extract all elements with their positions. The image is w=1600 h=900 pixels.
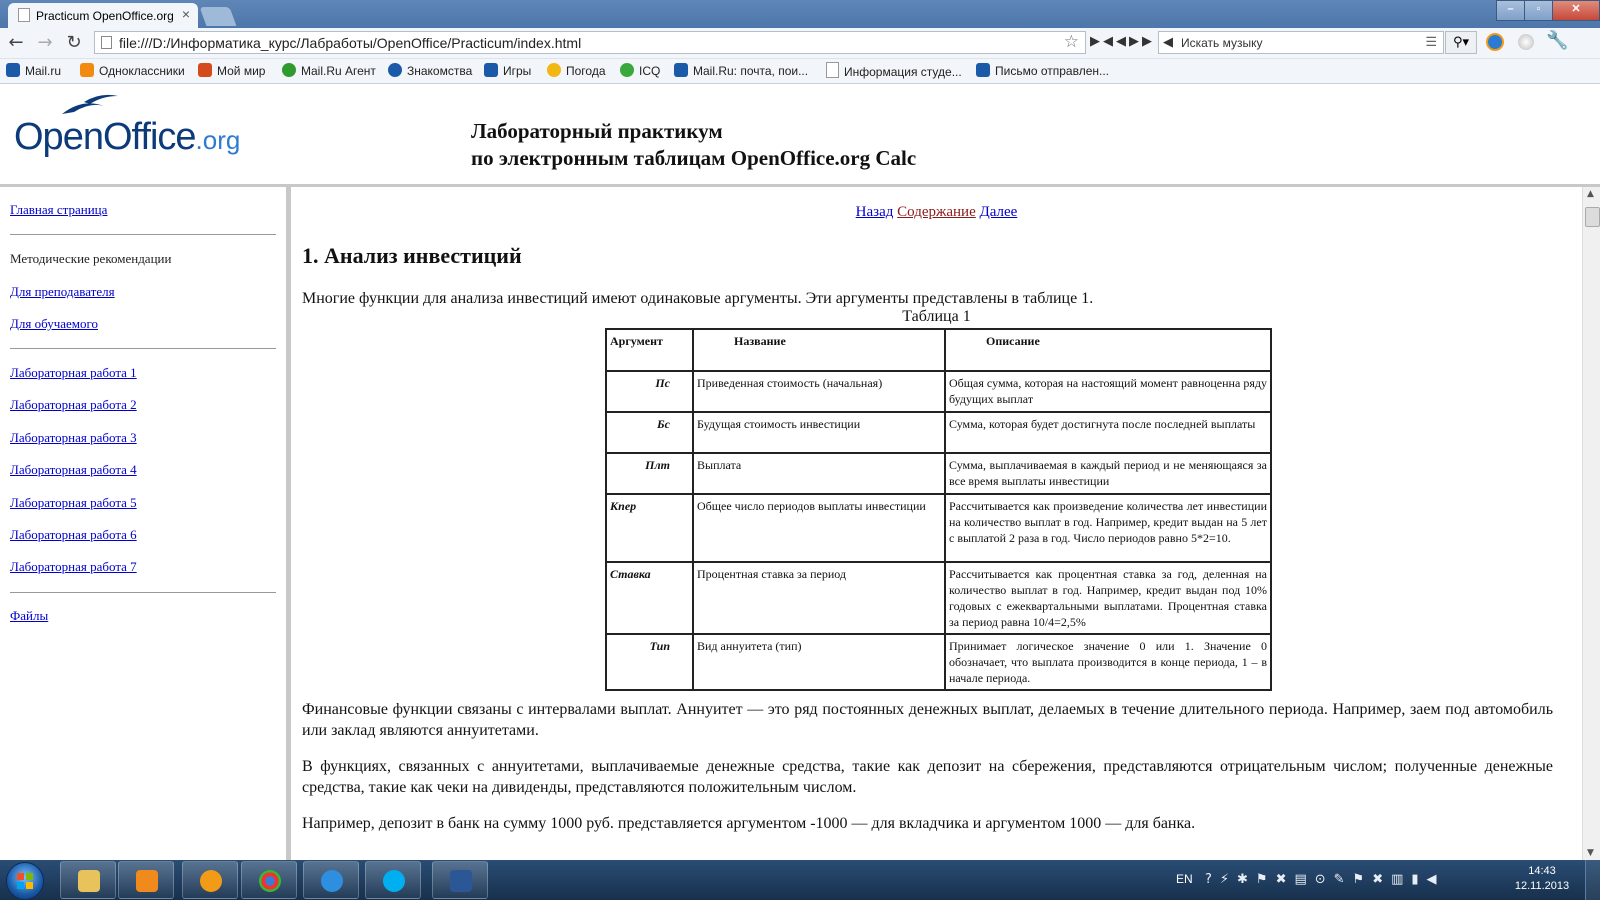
media-controls xyxy=(1090,34,1155,49)
sidebar xyxy=(0,187,291,860)
name-cell: Вид аннуитета (тип) xyxy=(693,634,945,690)
word-icon xyxy=(450,870,472,892)
arg-cell: Тип xyxy=(606,634,693,690)
arguments-table xyxy=(605,328,1272,691)
media-player-icon xyxy=(136,870,158,892)
tab-title: Practicum OpenOffice.org xyxy=(36,9,174,23)
bookmark-label: ICQ xyxy=(639,64,661,78)
page-navigation xyxy=(291,204,1582,221)
bookmark-item[interactable] xyxy=(976,62,1109,80)
nav-back-link[interactable]: Назад xyxy=(855,204,894,220)
show-desktop-button[interactable] xyxy=(1585,860,1600,900)
arg-cell: Пс xyxy=(606,371,693,412)
openoffice-logo xyxy=(14,116,240,159)
minimize-icon[interactable]: – xyxy=(1496,0,1525,21)
sidebar-link-lab-4[interactable]: Лабораторная работа 4 xyxy=(10,462,137,477)
table-row xyxy=(606,634,1271,690)
start-button[interactable] xyxy=(6,862,44,900)
section-heading: 1. Анализ инвестиций xyxy=(302,243,522,268)
bookmark-item[interactable] xyxy=(620,62,660,80)
clock-date: 12.11.2013 xyxy=(1514,880,1570,892)
language-indicator[interactable]: EN xyxy=(1176,872,1193,886)
clock[interactable] xyxy=(1512,864,1572,894)
divider xyxy=(10,348,276,349)
bookmark-label: Игры xyxy=(503,64,532,78)
divider xyxy=(10,234,276,235)
bookmark-item[interactable] xyxy=(6,62,61,80)
bookmark-item[interactable] xyxy=(826,62,962,80)
search-icon[interactable]: ⚲▾ xyxy=(1445,31,1477,54)
bookmark-star-icon[interactable]: ☆ xyxy=(1063,32,1079,51)
arg-cell: Ставка xyxy=(606,562,693,634)
taskbar-word-button[interactable] xyxy=(432,861,488,899)
taskbar-mail-agent-button[interactable] xyxy=(182,861,238,899)
bookmark-item[interactable] xyxy=(282,62,376,80)
back-arrow-icon[interactable]: ← xyxy=(8,32,24,53)
nav-next-link[interactable]: Далее xyxy=(979,204,1018,220)
bookmark-label: Письмо отправлен... xyxy=(995,64,1109,78)
desc-cell: Рассчитывается как произведение количества лет инвестиции на количество выплат в год. Например, кредит выдан на 5 лет с выплатой 2 раза в год. Число периодов равно 5*2=10. xyxy=(945,494,1271,562)
logo-suffix-text: .org xyxy=(195,125,241,155)
browser-tab[interactable] xyxy=(8,3,198,28)
scrollbar-thumb[interactable] xyxy=(1585,207,1600,227)
speaker-icon: ◀ xyxy=(1163,34,1173,49)
column-header: Аргумент xyxy=(606,329,693,371)
rewind-icon[interactable]: ◀◀ xyxy=(1103,34,1129,49)
scroll-up-icon[interactable]: ▲ xyxy=(1587,189,1594,199)
bookmark-item[interactable] xyxy=(484,62,531,80)
bookmark-item[interactable] xyxy=(547,62,606,80)
music-search-input[interactable]: Искать музыку xyxy=(1181,36,1263,50)
paragraph: Например, депозит в банк на сумму 1000 руб. представляется аргументом -1000 — для вкладчика и аргументом 1000 — для банка. xyxy=(302,815,1196,832)
page-header xyxy=(0,84,1600,187)
paragraph: В функциях, связанных с аннуитетами, выплачиваемые денежные средства, такие как депозит на сбережения, представляются отрицательным числом; полученные денежные средства, такие как чеки на дивиденды, представляются положительным числом. xyxy=(302,758,1553,796)
name-cell: Будущая стоимость инвестиции xyxy=(693,412,945,453)
openoffice-birds-icon xyxy=(60,92,120,118)
bookmarks-bar xyxy=(0,59,1600,84)
fast-forward-icon[interactable]: ▶▶ xyxy=(1129,34,1155,49)
window-titlebar xyxy=(0,0,1600,28)
odnoklassniki-icon xyxy=(80,63,94,77)
agent-icon xyxy=(282,63,296,77)
bookmark-item[interactable] xyxy=(80,62,185,80)
desc-cell: Принимает логическое значение 0 или 1. Значение 0 обозначает, что выплата производится в конце периода, 1 – в начале периода. xyxy=(945,634,1271,690)
scroll-down-icon[interactable]: ▼ xyxy=(1587,848,1594,858)
taskbar-skype-button[interactable] xyxy=(365,861,421,899)
page-title xyxy=(471,118,916,172)
window-controls xyxy=(1497,0,1600,21)
sidebar-link-home[interactable]: Главная страница xyxy=(10,202,108,217)
mail-icon xyxy=(976,63,990,77)
browser-toolbar xyxy=(0,28,1600,59)
sidebar-link-student[interactable]: Для обучаемого xyxy=(10,316,99,331)
arg-cell: Плт xyxy=(606,453,693,494)
table-caption: Таблица 1 xyxy=(902,308,971,325)
skype-icon xyxy=(383,870,405,892)
arg-cell: Бс xyxy=(606,412,693,453)
title-line-1: Лабораторный практикум xyxy=(471,119,723,143)
at-icon xyxy=(200,870,222,892)
sidebar-link-lab-7[interactable]: Лабораторная работа 7 xyxy=(10,559,137,574)
table-row xyxy=(606,562,1271,634)
sidebar-link-lab-5[interactable]: Лабораторная работа 5 xyxy=(10,495,137,510)
title-line-2: по электронным таблицам OpenOffice.org Calc xyxy=(471,146,917,170)
system-tray-icons[interactable]: ?⚡✱⚑✖▤⊙✎⚑✖▥▮◀ xyxy=(1205,872,1445,887)
bookmark-item[interactable] xyxy=(388,62,472,80)
bookmark-label: Знакомства xyxy=(407,64,473,78)
taskbar xyxy=(0,860,1600,900)
at-icon xyxy=(388,63,402,77)
table-row xyxy=(606,453,1271,494)
vertical-scrollbar[interactable] xyxy=(1582,187,1600,860)
desc-cell: Сумма, которая будет достигнута после последней выплаты xyxy=(945,412,1271,453)
arg-cell: Кпер xyxy=(606,494,693,562)
paragraph: Финансовые функции связаны с интервалами выплат. Аннуитет — это ряд постоянных денежных выплат, делаемых в течение длительного периода. Например, заем под автомобиль или заклад являются аннуитетами. xyxy=(302,701,1553,739)
bookmark-label: Mail.ru xyxy=(25,64,62,78)
mail-agent-extension-icon[interactable] xyxy=(1486,33,1504,51)
close-window-icon[interactable]: ✕ xyxy=(1552,0,1600,21)
bookmark-label: Мой мир xyxy=(217,64,266,78)
wrench-menu-icon[interactable]: 🔧 xyxy=(1546,30,1569,51)
browser-icon xyxy=(259,870,281,892)
taskbar-ie-button[interactable] xyxy=(303,861,359,899)
address-bar[interactable] xyxy=(94,31,1086,54)
desc-cell: Общая сумма, которая на настоящий момент равноценна ряду будущих выплат xyxy=(945,371,1271,412)
bookmark-label: Информация студе... xyxy=(844,65,962,79)
table-row xyxy=(606,412,1271,453)
moymir-icon xyxy=(198,63,212,77)
sidebar-link-lab-6[interactable]: Лабораторная работа 6 xyxy=(10,527,137,542)
bookmark-item[interactable] xyxy=(198,62,265,80)
name-cell: Приведенная стоимость (начальная) xyxy=(693,371,945,412)
name-cell: Процентная ставка за период xyxy=(693,562,945,634)
icq-flower-icon xyxy=(620,63,634,77)
internet-explorer-icon xyxy=(321,870,343,892)
menu-lines-icon[interactable]: ☰ xyxy=(1425,34,1437,49)
taskbar-chrome-button[interactable] xyxy=(241,861,297,899)
sidebar-section-methodical: Методические рекомендации xyxy=(10,251,172,266)
reload-icon[interactable]: ↻ xyxy=(66,32,82,53)
divider xyxy=(10,592,276,593)
taskbar-media-button[interactable] xyxy=(118,861,174,899)
page-favicon-icon xyxy=(18,8,30,22)
bookmark-label: Mail.Ru Агент xyxy=(301,64,376,78)
extension-icon[interactable] xyxy=(1518,34,1534,50)
maximize-icon[interactable]: ▫ xyxy=(1524,0,1553,21)
page-icon xyxy=(826,62,839,78)
clock-time: 14:43 xyxy=(1528,865,1556,877)
taskbar-explorer-button[interactable] xyxy=(60,861,116,899)
desc-cell: Сумма, выплачиваемая в каждый период и не меняющаяся за все время выплаты инвестиции xyxy=(945,453,1271,494)
sidebar-link-teacher[interactable]: Для преподавателя xyxy=(10,284,115,299)
nav-contents-link[interactable]: Содержание xyxy=(897,204,976,220)
main-content xyxy=(291,187,1582,860)
sidebar-link-lab-3[interactable]: Лабораторная работа 3 xyxy=(10,430,137,445)
column-header: Название xyxy=(693,329,945,371)
mail-icon xyxy=(674,63,688,77)
url-text[interactable]: file:///D:/Информатика_курс/Лабработы/OpenOffice/Practicum/index.html xyxy=(119,35,582,51)
new-tab-button[interactable] xyxy=(200,7,237,26)
intro-paragraph: Многие функции для анализа инвестиций имеют одинаковые аргументы. Эти аргументы представлены в таблице 1. xyxy=(302,290,1094,307)
sidebar-link-files[interactable]: Файлы xyxy=(10,608,49,623)
bookmark-label: Погода xyxy=(566,64,606,78)
bookmark-label: Одноклассники xyxy=(99,64,185,78)
column-header: Описание xyxy=(945,329,1271,371)
weather-icon xyxy=(547,63,561,77)
sidebar-link-lab-1[interactable]: Лабораторная работа 1 xyxy=(10,365,137,380)
sidebar-link-lab-2[interactable]: Лабораторная работа 2 xyxy=(10,397,137,412)
name-cell: Выплата xyxy=(693,453,945,494)
mail-icon xyxy=(6,63,20,77)
windows-logo-icon xyxy=(17,873,33,889)
desc-cell: Рассчитывается как процентная ставка за год, деленная на количество выплат в год. Например, кредит выдан под 10% годовых с ежеквартальными выплатами. Процентная ставка за период равна 10/4=2,5% xyxy=(945,562,1271,634)
bookmark-label: Mail.Ru: почта, пои... xyxy=(693,64,809,78)
name-cell: Общее число периодов выплаты инвестиции xyxy=(693,494,945,562)
forward-arrow-icon[interactable]: → xyxy=(37,32,53,53)
folder-icon xyxy=(78,870,100,892)
table-header-row xyxy=(606,329,1271,371)
table-row xyxy=(606,371,1271,412)
bookmark-item[interactable] xyxy=(674,62,808,80)
page-icon xyxy=(101,36,112,49)
play-icon[interactable]: ▶ xyxy=(1090,34,1103,49)
games-icon xyxy=(484,63,498,77)
table-row xyxy=(606,494,1271,562)
music-search-box[interactable] xyxy=(1158,31,1444,54)
logo-main-text: OpenOffice xyxy=(14,116,196,158)
tab-close-icon[interactable]: × xyxy=(181,6,190,22)
